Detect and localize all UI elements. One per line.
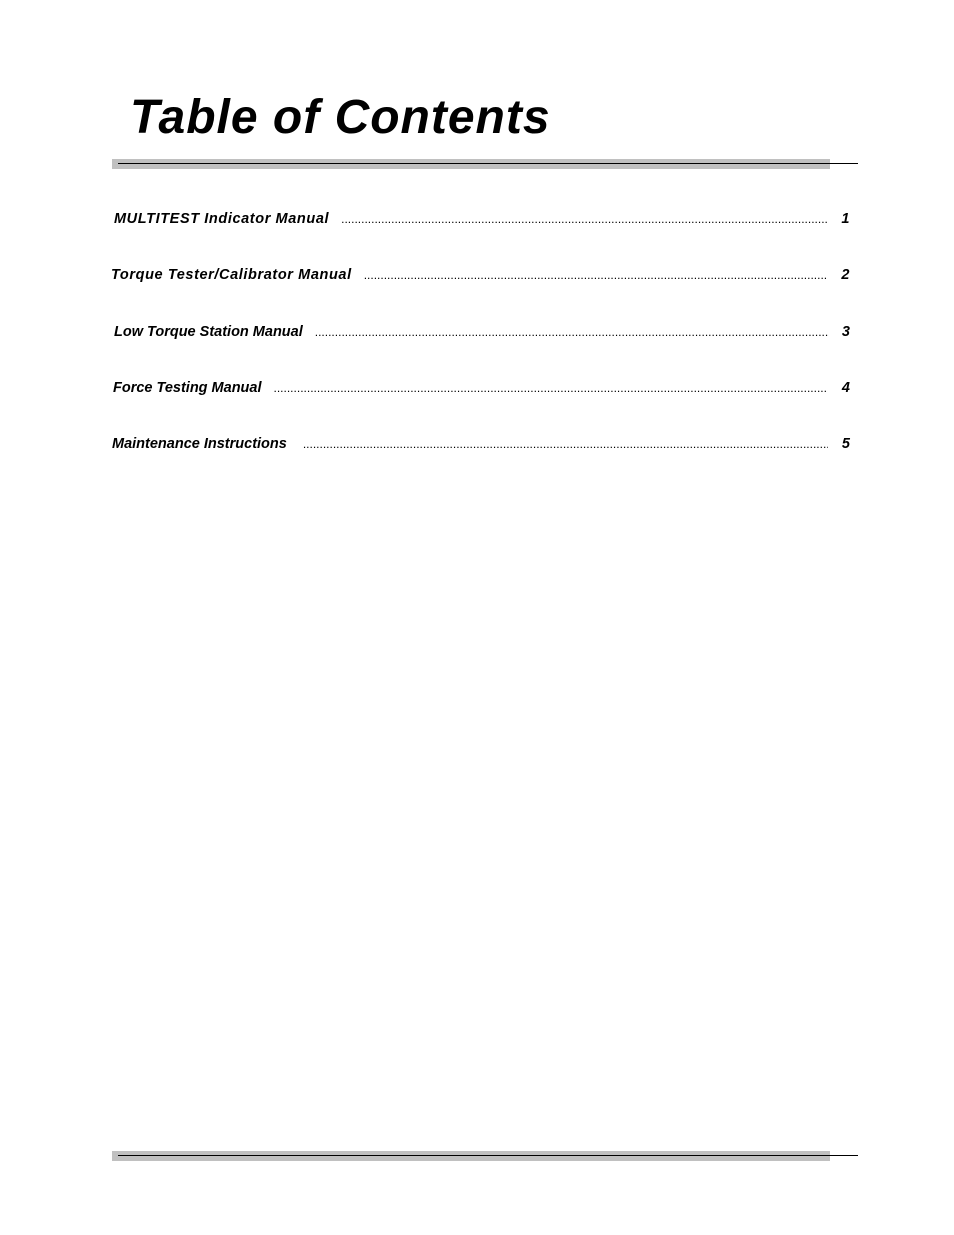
toc-dot-leader [364,265,826,285]
footer-rule-bar [112,1151,830,1161]
toc-entry-label: Torque Tester/Calibrator Manual [111,267,352,283]
toc-entry-maintenance-instructions[interactable] [112,434,850,454]
page-title: Table of Contents [130,91,551,144]
toc-dot-leader [274,378,828,398]
footer-rule-line [118,1155,858,1156]
toc-entry-multitest-indicator-manual[interactable] [114,209,850,229]
toc-dot-leader [303,434,828,454]
toc-page-number: 2 [841,267,850,283]
toc-entry-torque-tester-calibrator-manual[interactable] [111,265,850,285]
toc-page-number: 4 [841,380,850,396]
toc-entry-label: Low Torque Station Manual [114,324,303,340]
toc-entry-label: MULTITEST Indicator Manual [114,211,330,227]
toc-entry-label: Force Testing Manual [113,380,262,396]
header-rule-line [118,163,858,164]
toc-dot-leader [341,209,828,229]
toc-page-number: 1 [841,211,850,227]
toc-page-number: 5 [841,436,850,452]
footer-rule [112,1151,858,1163]
header-rule [112,159,858,171]
header-rule-bar [112,159,830,169]
toc-entry-label: Maintenance Instructions [112,436,287,452]
toc-page-number: 3 [841,324,850,340]
toc-entry-low-torque-station-manual[interactable] [114,322,850,342]
toc-entry-force-testing-manual[interactable] [113,378,850,398]
toc-dot-leader [315,322,828,342]
